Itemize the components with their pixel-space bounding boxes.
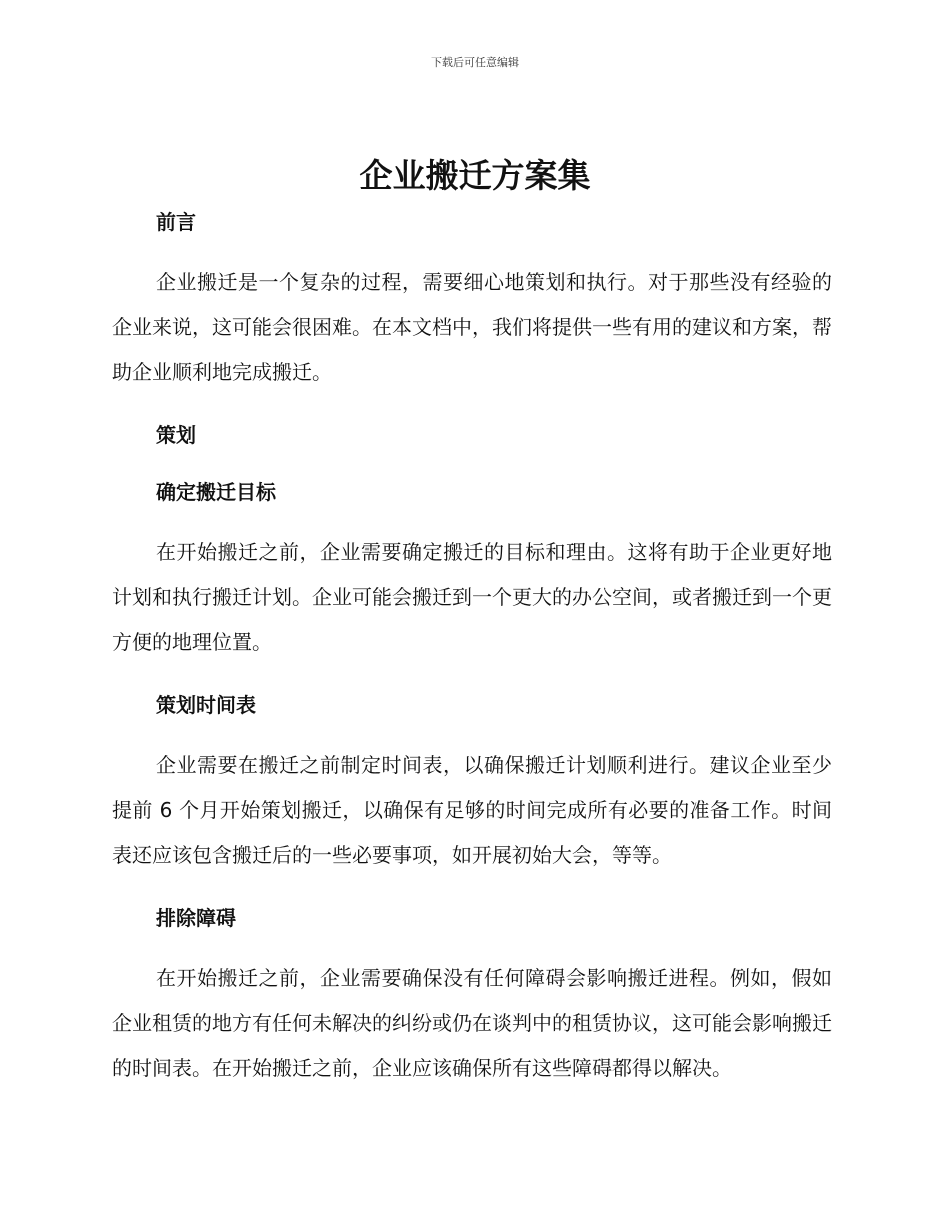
section-heading-goals: 确定搬迁目标: [156, 480, 276, 504]
header-note: 下载后可任意编辑: [431, 56, 519, 69]
section-paragraph-timeline: 企业需要在搬迁之前制定时间表，以确保搬迁计划顺利进行。建议企业至少提前 6 个月开始策划搬迁，以确保有足够的时间完成所有必要的准备工作。时间表还应该包含搬迁后的一些必要事项，如开展初始大会，等等。: [112, 753, 832, 867]
section-heading-timeline: 策划时间表: [156, 693, 256, 717]
section-heading-obstacles: 排除障碍: [156, 906, 236, 930]
document-body: [112, 205, 832, 1091]
section-paragraph-goals: 在开始搬迁之前，企业需要确定搬迁的目标和理由。这将有助于企业更好地计划和执行搬迁计划。企业可能会搬迁到一个更大的办公空间，或者搬迁到一个更方便的地理位置。: [112, 540, 832, 654]
section-heading-planning: 策划: [156, 423, 196, 447]
section-heading-preface: 前言: [156, 210, 196, 234]
document-title: 企业搬迁方案集: [359, 156, 591, 195]
section-paragraph-obstacles: 在开始搬迁之前，企业需要确保没有任何障碍会影响搬迁进程。例如，假如企业租赁的地方有任何未解决的纠纷或仍在谈判中的租赁协议，这可能会影响搬迁的时间表。在开始搬迁之前，企业应该确保所有这些障碍都得以解决。: [112, 966, 832, 1080]
section-paragraph-preface: 企业搬迁是一个复杂的过程，需要细心地策划和执行。对于那些没有经验的企业来说，这可能会很困难。在本文档中，我们将提供一些有用的建议和方案，帮助企业顺利地完成搬迁。: [112, 270, 832, 384]
